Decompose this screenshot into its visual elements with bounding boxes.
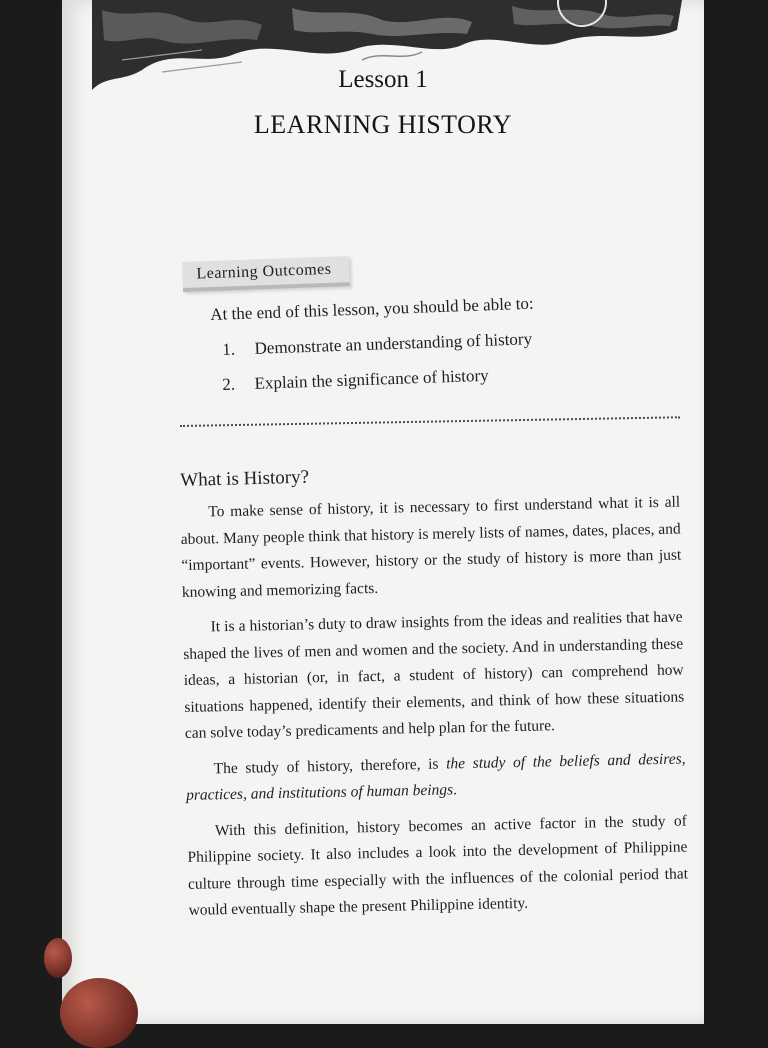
outcome-item: [222, 329, 532, 360]
body-text: [180, 490, 689, 934]
finger-edge: [44, 938, 72, 978]
book-page: [62, 0, 704, 1024]
outcome-text: Explain the significance of history: [254, 365, 489, 393]
outcome-number: 2.: [222, 374, 236, 394]
outcome-text: Demonstrate an understanding of history: [254, 329, 533, 358]
lesson-number: Lesson 1: [338, 66, 428, 93]
text-run: .: [452, 781, 458, 799]
outcome-number: 1.: [222, 339, 236, 359]
finger-thumb: [60, 978, 138, 1048]
section-divider: [180, 416, 680, 427]
outcomes-intro: At the end of this lesson, you should be able to:: [210, 293, 534, 324]
bold-term: history: [306, 757, 350, 775]
paragraph-definition: [185, 746, 686, 809]
paragraph: To make sense of history, it is necessary to first understand what it is all about. Many people think that history is merely lists of names, dates, places, and “important” events. However, history or the study of history is more than just knowing and memorizing facts.: [180, 493, 682, 601]
learning-outcomes-label: Learning Outcomes: [182, 256, 350, 292]
section-heading: What is History?: [180, 466, 310, 491]
paragraph: It is a historian’s duty to draw insights from the ideas and realities that have shaped the lives of men and women and the society. And in understanding these ideas, a historian (or, in fact, a student of history) can comprehend how situations happened, identify their elements, and think of how these situations can solve today’s predicaments and help plan for the future.: [183, 608, 685, 742]
italic-definition: the study of the beliefs and desires, practices, and institutions of human beings: [186, 749, 686, 804]
text-run: The study of: [213, 757, 308, 777]
paragraph: With this definition, history becomes an active factor in the study of Philippine society. It also includes a look into the development of Philippine culture through time especially with the influences of the colonial period that would eventually shape the present Philippine identity.: [187, 811, 689, 919]
lesson-title: LEARNING HISTORY: [253, 110, 513, 139]
text-run: , therefore, is: [349, 754, 447, 775]
outcome-item: [222, 366, 489, 395]
